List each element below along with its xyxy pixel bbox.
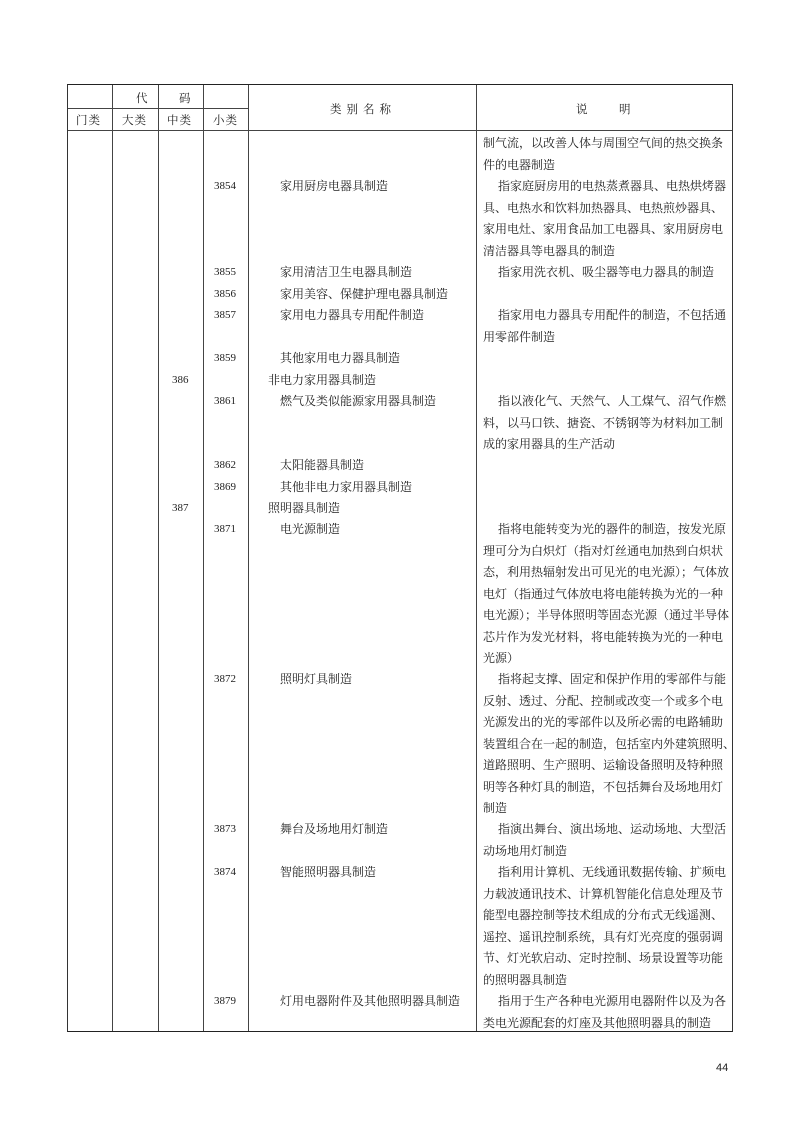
description-line: 光源） (483, 651, 520, 665)
description-line: 装置组合在一起的制造，包括室内外建筑照明、 (483, 736, 736, 751)
description-line: 能型电器控制等技术组成的分布式无线遥测、 (483, 908, 724, 922)
xiao-lei-code: 3869 (214, 481, 236, 493)
category-name: 家用清洁卫生电器具制造 (280, 265, 413, 279)
description-line: 指利用计算机、无线通讯数据传输、扩频电 (498, 865, 727, 879)
description-line: 指家庭厨房用的电热蒸煮器具、电热烘烤器 (498, 179, 727, 193)
category-name: 舞台及场地用灯制造 (280, 822, 389, 836)
description-line: 遥控、遥讯控制系统，具有灯光亮度的强弱调 (483, 929, 724, 944)
description-line: 动场地用灯制造 (483, 843, 568, 858)
description-line: 类电光源配套的灯座及其他照明器具的制造 (483, 1015, 712, 1030)
category-name: 照明器具制造 (268, 501, 341, 515)
description-line: 具、电热水和饮料加热器具、电热煎炒器具、 (483, 200, 724, 215)
category-name: 灯用电器附件及其他照明器具制造 (280, 994, 461, 1008)
xiao-lei-code: 3874 (214, 866, 236, 878)
category-name: 电光源制造 (280, 522, 341, 536)
description-line: 家用电灶、家用食品加工电器具、家用厨房电 (483, 222, 724, 236)
header-category-name: 类别名称 (330, 102, 396, 116)
description-line: 指演出舞台、演出场地、运动场地、大型活 (498, 822, 727, 836)
description-line: 反射、透过、分配、控制或改变一个或多个电 (483, 693, 724, 708)
xiao-lei-code: 3857 (214, 309, 236, 321)
category-name: 燃气及类似能源家用器具制造 (280, 394, 437, 408)
category-name: 其他家用电力器具制造 (280, 351, 401, 365)
header-description: 说 明 (576, 102, 641, 116)
zhong-lei-code: 386 (172, 374, 189, 386)
xiao-lei-code: 3873 (214, 823, 236, 835)
description-line: 力载波通讯技术、计算机智能化信息处理及节 (483, 886, 724, 901)
description-line: 指家用电力器具专用配件的制造，不包括通 (498, 308, 727, 322)
header-da-lei: 大类 (122, 113, 147, 127)
description-line: 道路照明、生产照明、运输设备照明及特种照 (483, 758, 724, 772)
description-line: 指以液化气、天然气、人工煤气、沼气作燃 (498, 394, 727, 408)
description-line: 指用于生产各种电光源用电器附件以及为各 (498, 994, 727, 1008)
description-line: 指将电能转变为光的器件的制造，按发光原 (498, 522, 727, 536)
header-bottom-divider (68, 130, 732, 131)
category-name: 家用厨房电器具制造 (280, 179, 389, 193)
description-line: 成的家用器具的生产活动 (483, 437, 616, 451)
description-line: 态，利用热辐射发出可见光的电光源）；气体放 (483, 565, 730, 579)
category-name: 非电力家用器具制造 (268, 373, 377, 387)
xiao-lei-code: 3856 (214, 288, 236, 300)
column-divider (158, 85, 159, 1031)
column-divider (203, 85, 204, 1031)
column-divider (248, 85, 249, 1031)
header-code: 代 码 (136, 91, 201, 105)
category-name: 智能照明器具制造 (280, 865, 377, 879)
description-line: 理可分为白炽灯（指对灯丝通电加热到白炽状 (483, 543, 724, 558)
category-name: 其他非电力家用器具制造 (280, 480, 413, 494)
xiao-lei-code: 3879 (214, 995, 236, 1007)
header-sub-divider (68, 108, 248, 109)
description-line: 用零部件制造 (483, 329, 556, 344)
header-men-lei: 门类 (76, 113, 101, 127)
header-xiao-lei: 小类 (213, 113, 238, 127)
description-line: 光源发出的光的零部件以及所必需的电路辅助 (483, 715, 724, 729)
xiao-lei-code: 3872 (214, 673, 236, 685)
description-line: 指家用洗衣机、吸尘器等电力器具的制造 (498, 265, 715, 279)
zhong-lei-code: 387 (172, 502, 189, 514)
description-line: 件的电器制造 (483, 157, 556, 172)
xiao-lei-code: 3854 (214, 180, 236, 192)
description-line: 的照明器具制造 (483, 972, 568, 987)
category-name: 家用电力器具专用配件制造 (280, 308, 425, 322)
description-line: 电灯（指通过气体放电将电能转换为光的一种 (483, 586, 724, 601)
description-line: 电光源）；半导体照明等固态光源（通过半导体 (483, 608, 730, 622)
column-divider (476, 85, 477, 1031)
header-zhong-lei: 中类 (167, 113, 192, 127)
xiao-lei-code: 3861 (214, 395, 236, 407)
description-line: 明等各种灯具的制造，不包括舞台及场地用灯 (483, 779, 724, 794)
description-line: 指将起支撑、固定和保护作用的零部件与能 (498, 672, 727, 686)
page-number: 44 (716, 1062, 729, 1074)
description-line: 制气流，以改善人体与周围空气间的热交换条 (483, 136, 724, 150)
xiao-lei-code: 3862 (214, 459, 236, 471)
category-name: 家用美容、保健护理电器具制造 (280, 287, 449, 301)
description-line: 制造 (483, 801, 508, 815)
description-line: 料，以马口铁、搪瓷、不锈钢等为材料加工制 (483, 415, 724, 430)
category-name: 照明灯具制造 (280, 672, 353, 686)
description-line: 节、灯光软启动、定时控制、场景设置等功能 (483, 951, 724, 965)
description-line: 清洁器具等电器具的制造 (483, 243, 616, 258)
description-line: 芯片作为发光材料，将电能转换为光的一种电 (483, 629, 724, 644)
xiao-lei-code: 3855 (214, 266, 236, 278)
classification-table (67, 84, 736, 1032)
xiao-lei-code: 3859 (214, 352, 236, 364)
xiao-lei-code: 3871 (214, 523, 236, 535)
column-divider (112, 85, 113, 1031)
category-name: 太阳能器具制造 (280, 458, 365, 472)
